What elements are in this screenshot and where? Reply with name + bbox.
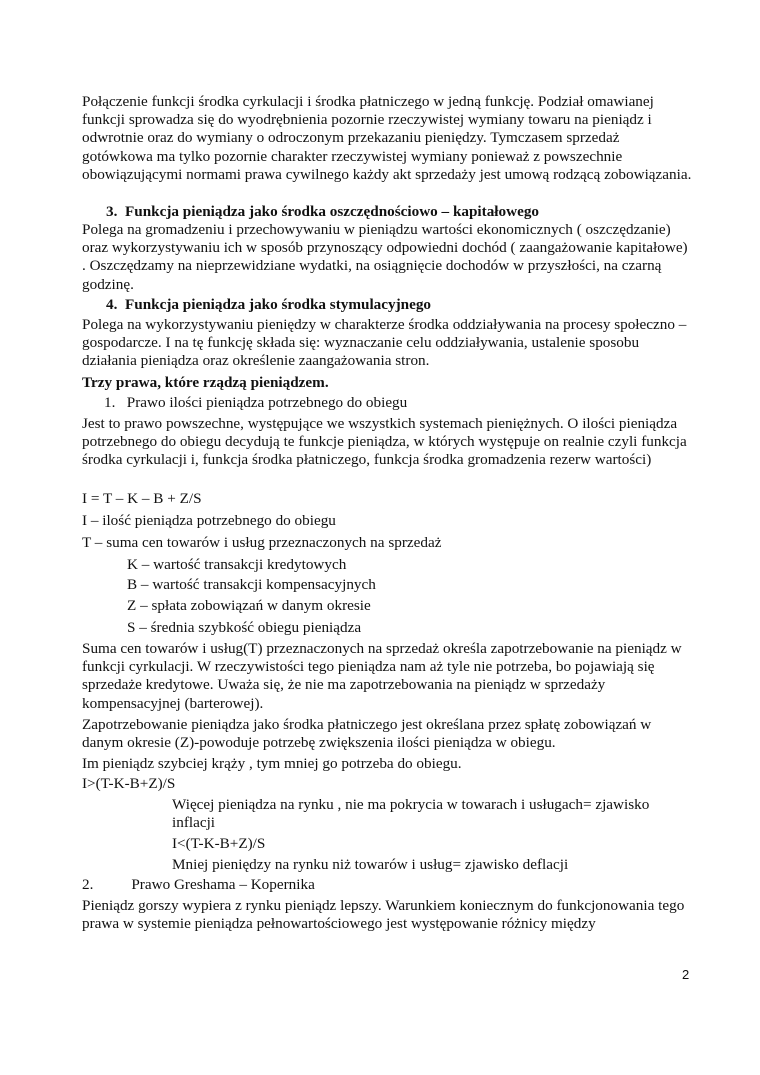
paragraph-stymulacyjna: Polega na wykorzystywaniu pieniędzy w charakterze środka oddziaływania na procesy społeczno – gospodarcze. I na tę funkcję składa się: wyznaczanie celu oddziaływania, ustalenie sposobu działania pieniądza oraz określenie zaangażowania stron.: [82, 316, 687, 370]
paragraph-szybkosc: Im pieniądz szybciej krąży , tym mniej go potrzeba do obiegu.: [82, 755, 462, 772]
definition-t: T – suma cen towarów i usług przeznaczonych na sprzedaż: [82, 534, 442, 551]
inequality-deflation: I<(T-K-B+Z)/S: [172, 835, 266, 852]
paragraph-gresham: Pieniądz gorszy wypiera z rynku pieniądz lepszy. Warunkiem koniecznym do funkcjonowania tego prawa w systemie pieniądza pełnowartościowego jest występowanie różnicy między: [82, 897, 685, 933]
heading-oszczednosciowo-kapitalowa: 3. Funkcja pieniądza jako środka oszczędnościowo – kapitałowego: [106, 203, 540, 220]
paragraph-platniczy: Zapotrzebowanie pieniądza jako środka płatniczego jest określana przez spłatę zobowiązań w danym okresie (Z)-powoduje potrzebę zwiększenia ilości pieniądza w obiegu.: [82, 716, 652, 752]
heading-three-laws: Trzy prawa, które rządzą pieniądzem.: [82, 374, 329, 391]
page-number: 2: [682, 967, 690, 982]
definition-s: S – średnia szybkość obiegu pieniądza: [127, 619, 362, 636]
definition-z: Z – spłata zobowiązań w danym okresie: [127, 597, 371, 614]
deflation-description: Mniej pieniędzy na rynku niż towarów i usług= zjawisko deflacji: [172, 856, 569, 873]
paragraph-law1: Jest to prawo powszechne, występujące we wszystkich systemach pieniężnych. O ilości pieniądza potrzebnego do obiegu decydują te funkcje pieniądza, w których występuje on realnie czyli funkcja środka cyrkulacji i, funkcja środka płatniczego, funkcja środka gromadzenia rezerw wartości): [82, 415, 687, 469]
paragraph-cyrkulacja: Suma cen towarów i usług(T) przeznaczonych na sprzedaż określa zapotrzebowanie na pieniądz w funkcji cyrkulacji. W rzeczywistości tego pieniądza nam aż tyle nie potrzeba, bo pojawiają się sprzedaże kredytowe. Uważa się, że nie ma zapotrzebowania na pieniądz w sprzedaży kompensacyjnej (barterowej).: [82, 640, 682, 712]
heading-stymulacyjna: 4. Funkcja pieniądza jako środka stymulacyjnego: [106, 296, 432, 313]
inflation-description: Więcej pieniądza na rynku , nie ma pokrycia w towarach i usługach= zjawisko inflacji: [172, 796, 650, 832]
formula-quantity: I = T – K – B + Z/S: [82, 490, 202, 507]
definition-b: B – wartość transakcji kompensacyjnych: [127, 576, 376, 593]
law-2-title: 2. Prawo Greshama – Kopernika: [82, 876, 315, 893]
inequality-inflation: I>(T-K-B+Z)/S: [82, 775, 176, 792]
paragraph-oszczednosciowo: Polega na gromadzeniu i przechowywaniu w pieniądzu wartości ekonomicznych ( oszczędzanie) oraz wykorzystywaniu ich w sposób przynoszący odpowiedni dochód ( zaangażowanie kapitałowe) . Oszczędzamy na nieprzewidziane wydatki, na osiągnięcie dochodów w przyszłości, na czarną godzinę.: [82, 221, 688, 293]
definition-i: I – ilość pieniądza potrzebnego do obiegu: [82, 512, 336, 529]
definition-k: K – wartość transakcji kredytowych: [127, 556, 347, 573]
law-1-title: 1. Prawo ilości pieniądza potrzebnego do obiegu: [104, 394, 408, 411]
paragraph-funkcja-platnicza: Połączenie funkcji środka cyrkulacji i środka płatniczego w jedną funkcję. Podział omawianej funkcji sprowadza się do wyodrębnienia pozornie rzeczywistej wymiany towaru na pieniądz i odwrotnie oraz do wymiany o odroczonym przekazaniu pieniędzy. Tymczasem sprzedaż gotówkowa ma tylko pozornie charakter rzeczywistej wymiany ponieważ z powszechnie obowiązującymi normami prawa cywilnego każdy akt sprzedaży jest umową rodzącą zobowiązania.: [82, 93, 692, 183]
